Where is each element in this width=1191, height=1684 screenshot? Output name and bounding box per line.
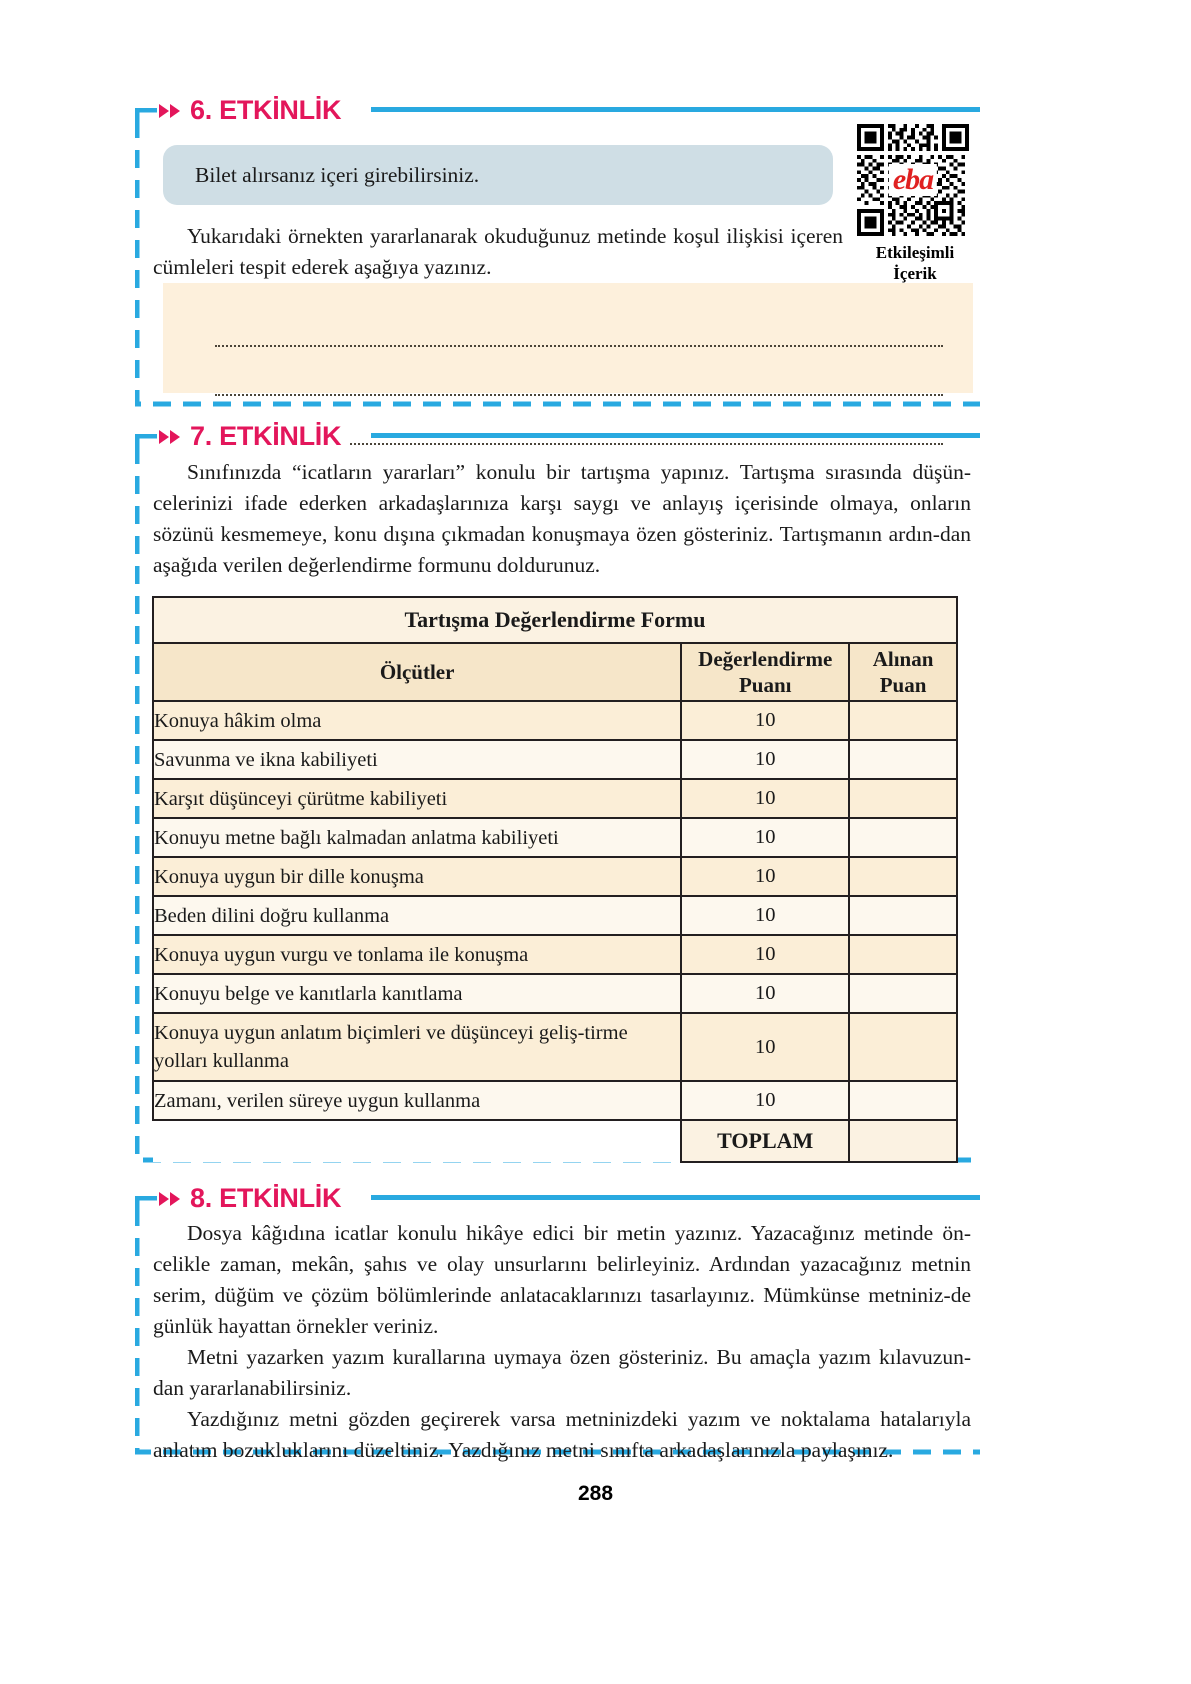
criterion-cell: Zamanı, verilen süreye uygun kullanma [153, 1081, 681, 1120]
total-label: TOPLAM [681, 1120, 849, 1162]
example-sentence-box [163, 145, 833, 205]
table-header-evaluation-points [681, 643, 849, 701]
criterion-cell: Konuya hâkim olma [153, 701, 681, 740]
activity-7-rule [371, 433, 980, 438]
qr-caption-line-2: İçerik [893, 264, 937, 283]
table-row [153, 1013, 957, 1081]
discussion-evaluation-table [152, 596, 958, 1163]
criterion-cell: Konuya uygun vurgu ve tonlama ile konuşma [153, 935, 681, 974]
header-taken-line-1: Alınan [872, 647, 934, 671]
points-cell: 10 [681, 857, 849, 896]
points-cell: 10 [681, 779, 849, 818]
table-row [153, 974, 957, 1013]
activity-8-paragraph-2: Metni yazarken yazım kurallarına uymaya özen gösteriniz. Bu amaçla yazım kılavuzun-dan yararlanabilirsiniz. [153, 1345, 971, 1400]
table-row [153, 935, 957, 974]
activity-7-instruction: Sınıfınızda “icatların yararları” konulu bir tartışma yapınız. Tartışma sırasında düşün-celerinizi ifade ederken arkadaşlarınıza karşı saygı ve anlayış içerisinde olmaya, onların sözünü kesmemeye, konu dışına çıkmadan konuşmaya özen gösteriniz. Tartışmanın ardın-dan aşağıda verilen değerlendirme formunu doldurunuz. [153, 460, 971, 577]
points-cell: 10 [681, 935, 849, 974]
page-number-value: 288 [577, 1482, 614, 1505]
taken-points-cell[interactable] [849, 1013, 957, 1081]
table-row [153, 779, 957, 818]
taken-points-cell[interactable] [849, 740, 957, 779]
double-arrow-icon [157, 1188, 187, 1208]
total-spacer-cell [153, 1120, 681, 1162]
activity-8-paragraph-1: Dosya kâğıdına icatlar konulu hikâye edici bir metin yazınız. Yazacağınız metinde ön-celikle zaman, mekân, şahıs ve olay unsurlarını belirleyiniz. Ardından yazacağınız metnin serim, düğüm ve çözüm bölümlerinde anlatacaklarınızı tasarlayınız. Mümkünse metniniz-de günlük hayattan örnekler veriniz. [153, 1221, 971, 1338]
qr-caption [857, 242, 973, 284]
taken-points-cell[interactable] [849, 1081, 957, 1120]
header-taken-line-2: Puan [879, 673, 927, 697]
activity-8-header [157, 1180, 349, 1216]
total-value-cell[interactable] [849, 1120, 957, 1162]
activity-6-title: 6. ETKİNLİK [190, 94, 342, 125]
criterion-cell: Savunma ve ikna kabiliyeti [153, 740, 681, 779]
table-row [153, 818, 957, 857]
taken-points-cell[interactable] [849, 896, 957, 935]
double-arrow-icon [157, 426, 187, 446]
activity-7-title: 7. ETKİNLİK [190, 420, 342, 451]
activity-6-rule [371, 107, 980, 112]
table-row [153, 857, 957, 896]
qr-caption-line-1: Etkileşimli [875, 243, 955, 262]
points-cell: 10 [681, 1081, 849, 1120]
answer-line-1[interactable] [215, 303, 943, 347]
activity-7-instruction-wrap [153, 457, 971, 581]
taken-points-cell[interactable] [849, 701, 957, 740]
answer-line-2[interactable] [215, 352, 943, 396]
taken-points-cell[interactable] [849, 779, 957, 818]
table-row [153, 1081, 957, 1120]
table-title: Tartışma Değerlendirme Formu [153, 597, 957, 643]
taken-points-cell[interactable] [849, 974, 957, 1013]
activity-8-text-wrap [153, 1218, 971, 1466]
table-header-taken-points [849, 643, 957, 701]
criterion-cell: Konuyu belge ve kanıtlarla kanıtlama [153, 974, 681, 1013]
qr-code-icon[interactable] [857, 124, 969, 236]
table-row [153, 701, 957, 740]
double-arrow-icon [157, 100, 187, 120]
points-cell: 10 [681, 701, 849, 740]
activity-6-instruction: Yukarıdaki örnekten yararlanarak okuduğunuz metinde koşul ilişkisi içeren cümleleri tespit ederek aşağıya yazınız. [153, 224, 843, 279]
taken-points-cell[interactable] [849, 935, 957, 974]
header-eval-line-2: Puanı [738, 673, 792, 697]
points-cell: 10 [681, 818, 849, 857]
criterion-cell: Konuya uygun anlatım biçimleri ve düşünceyi geliş-tirme yolları kullanma [153, 1013, 681, 1081]
criterion-cell: Konuya uygun bir dille konuşma [153, 857, 681, 896]
points-cell: 10 [681, 740, 849, 779]
criterion-cell: Beden dilini doğru kullanma [153, 896, 681, 935]
eba-logo: eba [889, 164, 937, 196]
table-row [153, 740, 957, 779]
activity-6-answer-area[interactable] [163, 283, 973, 393]
activity-8-title: 8. ETKİNLİK [190, 1182, 342, 1213]
eba-qr-block[interactable] [857, 124, 973, 284]
points-cell: 10 [681, 896, 849, 935]
table-title-row [153, 597, 957, 643]
activity-7-header [157, 418, 349, 454]
taken-points-cell[interactable] [849, 818, 957, 857]
taken-points-cell[interactable] [849, 857, 957, 896]
points-cell: 10 [681, 1013, 849, 1081]
table-row [153, 896, 957, 935]
criterion-cell: Konuyu metne bağlı kalmadan anlatma kabiliyeti [153, 818, 681, 857]
criterion-cell: Karşıt düşünceyi çürütme kabiliyeti [153, 779, 681, 818]
activity-6-header [157, 92, 349, 128]
points-cell: 10 [681, 974, 849, 1013]
table-header-row [153, 643, 957, 701]
activity-6-instruction-wrap [153, 221, 843, 283]
activity-8-paragraph-3: Yazdığınız metni gözden geçirerek varsa metninizdeki yazım ve noktalama hatalarıyla anlatım bozukluklarını düzeltiniz. Yazdığınız metni sınıfta arkadaşlarınızla paylaşınız. [153, 1407, 971, 1462]
header-eval-line-1: Değerlendirme [698, 647, 833, 671]
page-number [0, 1482, 1191, 1506]
activity-8-rule [371, 1195, 980, 1200]
example-sentence-text: Bilet alırsanız içeri girebilirsiniz. [195, 162, 480, 187]
table-total-row [153, 1120, 957, 1162]
table-header-criteria: Ölçütler [153, 643, 681, 701]
